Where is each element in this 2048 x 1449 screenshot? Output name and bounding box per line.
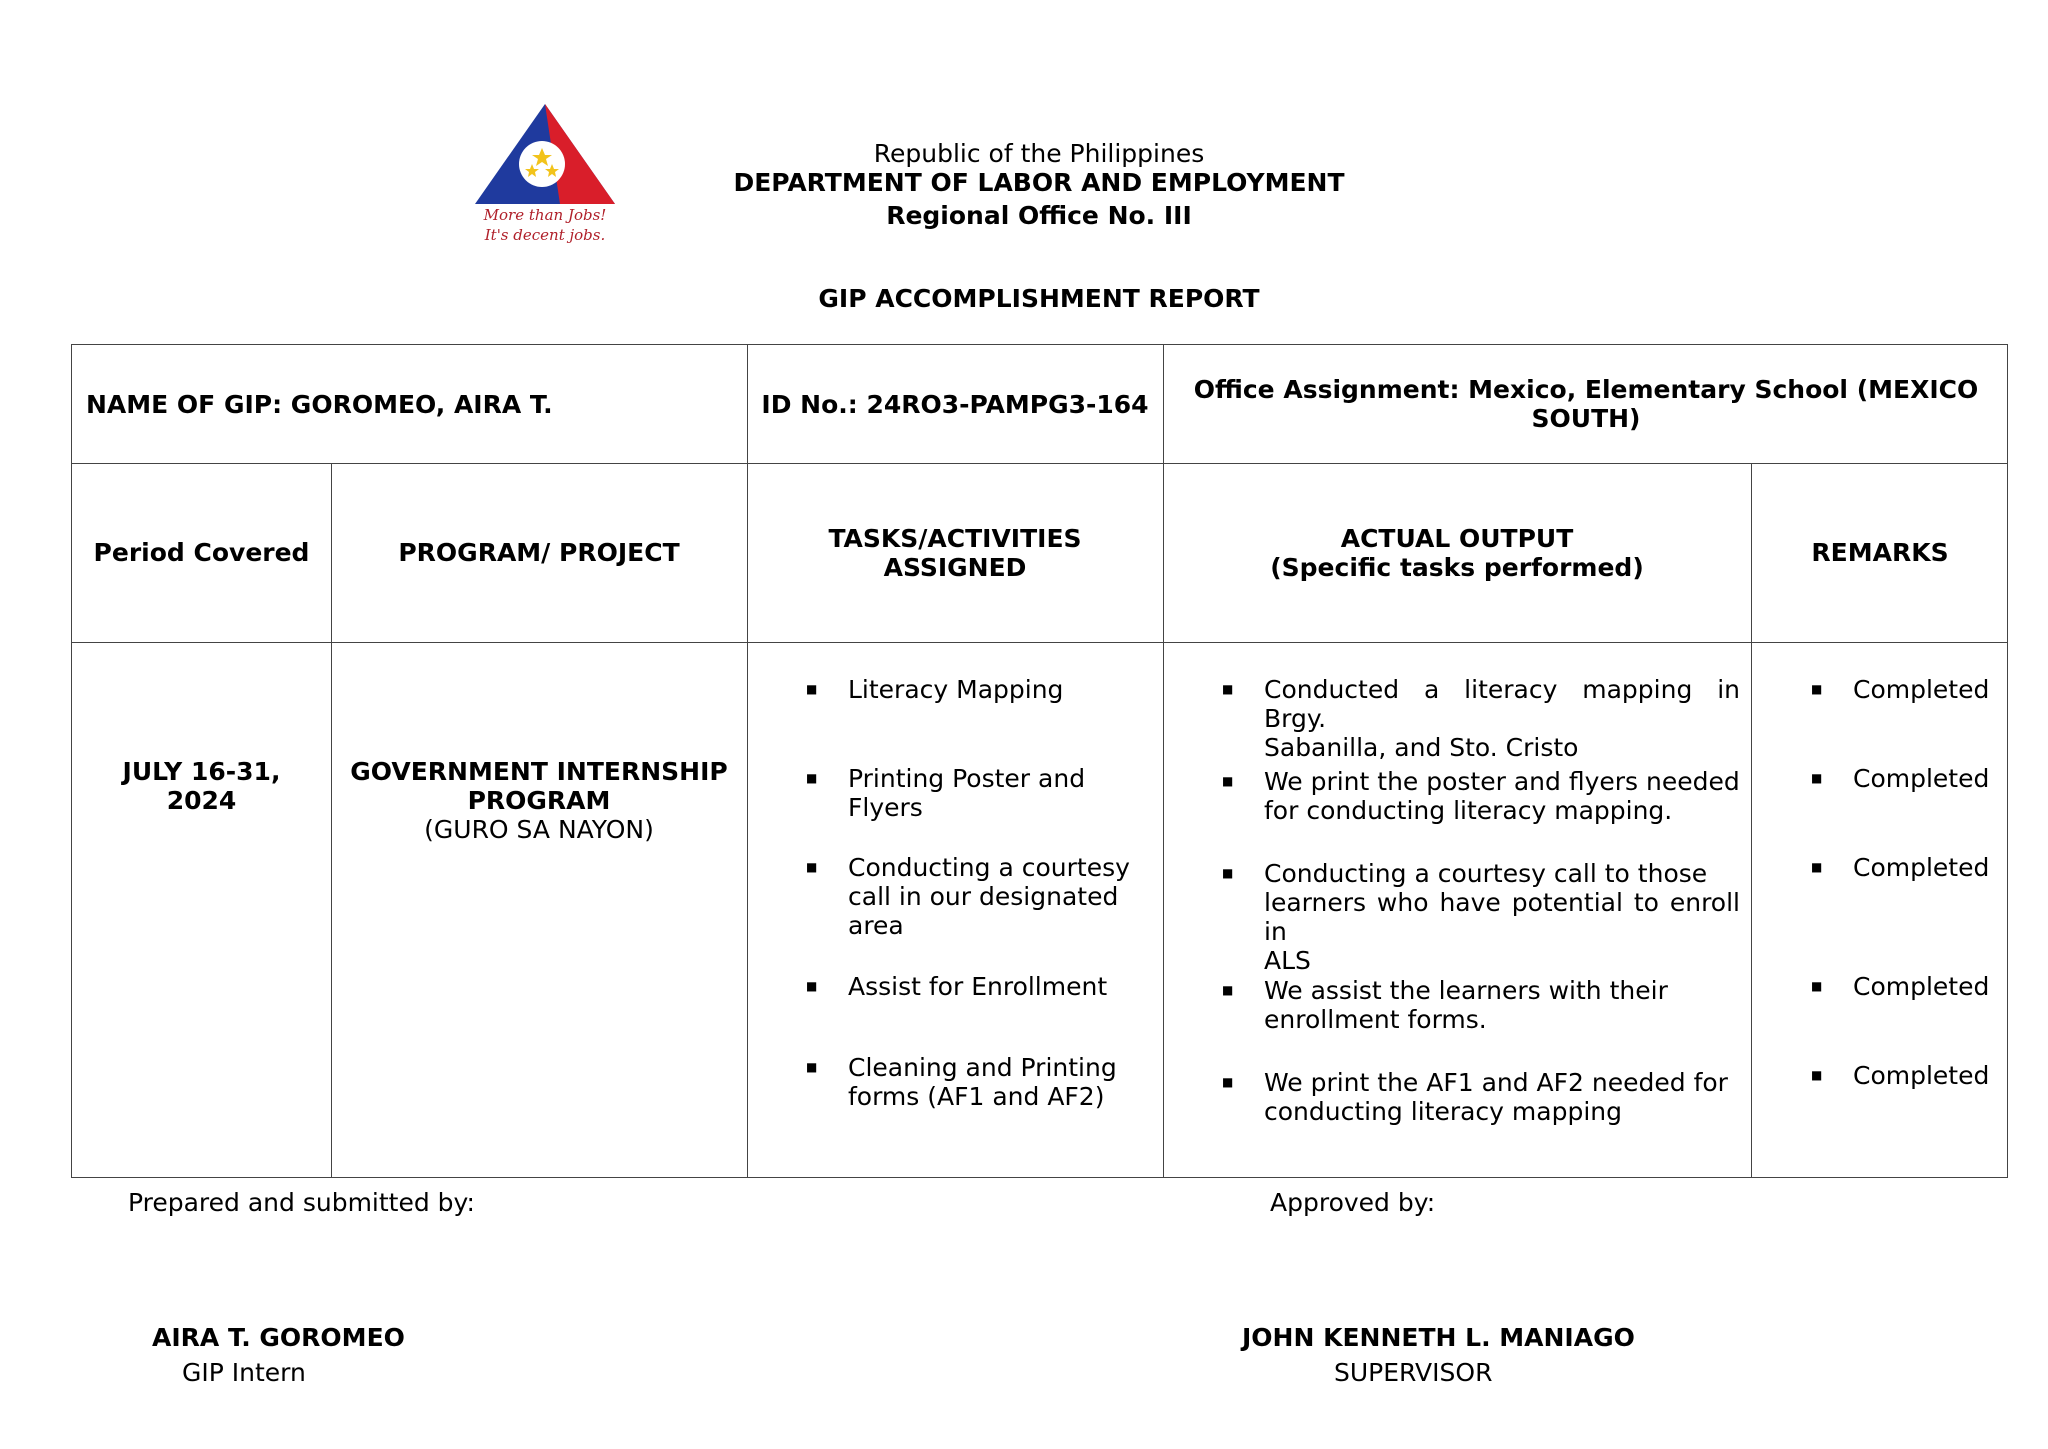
- gip-id: ID No.: 24RO3-PAMPG3-164: [761, 389, 1149, 419]
- bullet-icon: ■: [806, 771, 818, 785]
- header-republic: Republic of the Philippines: [873, 139, 1205, 168]
- col-program: PROGRAM/ PROJECT: [398, 538, 680, 567]
- svg-text:It's decent jobs.: It's decent jobs.: [484, 226, 606, 244]
- prepared-label: Prepared and submitted by:: [128, 1188, 475, 1217]
- preparer-title: GIP Intern: [182, 1358, 306, 1387]
- bullet-icon: ■: [1811, 771, 1823, 785]
- col-output: ACTUAL OUTPUT (Specific tasks performed): [1270, 523, 1644, 582]
- bullet-icon: ■: [1222, 866, 1234, 880]
- bullet-icon: ■: [806, 979, 818, 993]
- svg-text:More than Jobs!: More than Jobs!: [483, 206, 607, 224]
- bullet-icon: ■: [806, 1060, 818, 1074]
- office-assignment: Office Assignment: Mexico, Elementary School (MEXICO SOUTH): [1193, 375, 1979, 433]
- approved-label: Approved by:: [1270, 1188, 1436, 1217]
- bullet-icon: ■: [806, 860, 818, 874]
- col-tasks: TASKS/ACTIVITIES ASSIGNED: [828, 523, 1082, 582]
- gip-name: NAME OF GIP: GOROMEO, AIRA T.: [86, 389, 553, 419]
- header-region: Regional Office No. III: [886, 201, 1192, 230]
- period-covered: JULY 16-31, 2024: [122, 757, 281, 815]
- bullet-icon: ■: [1222, 983, 1234, 997]
- bullet-icon: ■: [1811, 860, 1823, 874]
- preparer-name: AIRA T. GOROMEO: [152, 1323, 405, 1352]
- bullet-icon: ■: [1222, 1075, 1234, 1089]
- header-department: DEPARTMENT OF LABOR AND EMPLOYMENT: [733, 168, 1345, 197]
- approver-title: SUPERVISOR: [1334, 1358, 1493, 1387]
- bullet-icon: ■: [1222, 682, 1234, 696]
- bullet-icon: ■: [806, 682, 818, 696]
- report-title: GIP ACCOMPLISHMENT REPORT: [818, 284, 1260, 313]
- col-remarks: REMARKS: [1811, 538, 1949, 567]
- program-name: GOVERNMENT INTERNSHIP PROGRAM (GURO SA NAYON): [350, 757, 728, 844]
- approver-name: JOHN KENNETH L. MANIAGO: [1242, 1323, 1635, 1352]
- bullet-icon: ■: [1811, 682, 1823, 696]
- bullet-icon: ■: [1222, 774, 1234, 788]
- bullet-icon: ■: [1811, 979, 1823, 993]
- col-period: Period Covered: [93, 538, 310, 567]
- bullet-icon: ■: [1811, 1068, 1823, 1082]
